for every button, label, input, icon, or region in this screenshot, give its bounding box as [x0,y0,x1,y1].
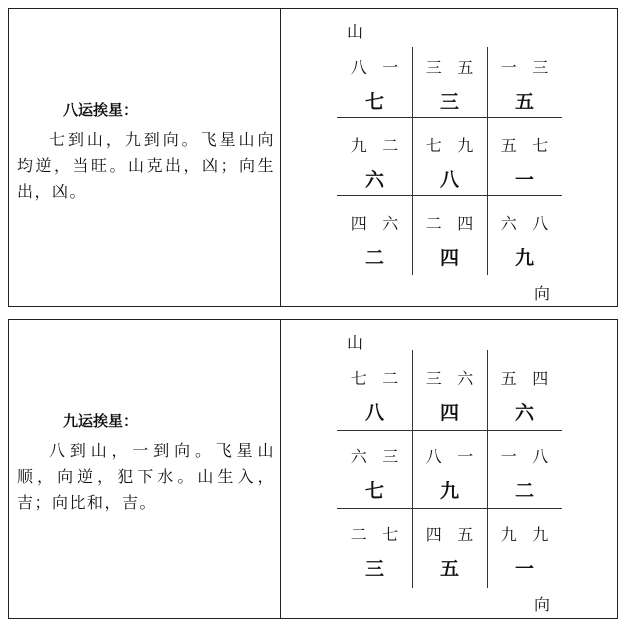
mountain-star: 七 [350,369,367,388]
grid-cell [337,125,412,201]
facing-label: 向 [534,595,551,614]
period-star: 八 [439,169,459,191]
period-star: 四 [439,247,459,269]
period-star: 一 [514,558,534,580]
facing-star: 六 [382,214,399,233]
facing-star: 三 [382,447,399,466]
facing-star: 七 [382,525,399,544]
grid-cell [487,47,562,123]
mountain-star: 五 [500,136,517,155]
mountain-star: 四 [350,214,367,233]
grid-cell [487,436,562,512]
grid-cell [412,203,487,279]
grid-cell [412,125,487,201]
grid-cell [412,47,487,123]
grid-cell [337,358,412,434]
period-star: 七 [364,91,384,113]
mountain-label: 山 [347,333,364,352]
period-star: 七 [364,480,384,502]
facing-star: 九 [457,136,474,155]
mountain-star: 四 [425,525,442,544]
panel-description: 八到山，一到向。飞星山顺，向逆，犯下水。山生入，吉；向比和，吉。 [17,441,275,512]
period-star: 五 [439,558,459,580]
facing-star: 八 [532,447,549,466]
period-star: 四 [439,402,459,424]
facing-star: 七 [532,136,549,155]
grid-cell [487,203,562,279]
period-star: 五 [514,91,534,113]
chart-panel-eight [8,8,618,307]
panel-divider [280,9,281,306]
grid-cell [412,436,487,512]
grid-cell [337,436,412,512]
facing-star: 三 [532,58,549,77]
mountain-star: 六 [500,214,517,233]
panel-divider [280,320,281,618]
period-star: 三 [364,558,384,580]
mountain-star: 九 [500,525,517,544]
facing-star: 二 [382,369,399,388]
mountain-star: 二 [350,525,367,544]
mountain-star: 七 [425,136,442,155]
mountain-star: 五 [500,369,517,388]
panel-title: 八运挨星： [63,101,139,119]
mountain-star: 二 [425,214,442,233]
mountain-label: 山 [347,22,364,41]
mountain-star: 三 [425,58,442,77]
grid-cell [337,47,412,123]
facing-star: 六 [457,369,474,388]
grid-cell [412,514,487,590]
period-star: 九 [514,247,534,269]
facing-star: 九 [532,525,549,544]
period-star: 六 [364,169,384,191]
star-grid [337,47,562,275]
mountain-star: 三 [425,369,442,388]
mountain-star: 一 [500,447,517,466]
grid-cell [337,203,412,279]
star-grid [337,350,562,578]
grid-cell [337,514,412,590]
period-star: 二 [514,480,534,502]
panel-text [17,97,275,205]
period-star: 八 [364,402,384,424]
panel-description: 七到山，九到向。飞星山向均逆，当旺。山克出，凶；向生出，凶。 [17,130,275,201]
mountain-star: 九 [350,136,367,155]
mountain-star: 一 [500,58,517,77]
period-star: 九 [439,480,459,502]
chart-panel-nine [8,319,618,619]
facing-star: 五 [457,525,474,544]
facing-star: 八 [532,214,549,233]
facing-star: 一 [457,447,474,466]
mountain-star: 六 [350,447,367,466]
facing-star: 四 [532,369,549,388]
grid-cell [487,358,562,434]
facing-star: 五 [457,58,474,77]
facing-star: 一 [382,58,399,77]
grid-cell [487,514,562,590]
grid-cell [487,125,562,201]
period-star: 一 [514,169,534,191]
period-star: 二 [364,247,384,269]
facing-label: 向 [534,284,551,303]
facing-star: 二 [382,136,399,155]
panel-title: 九运挨星： [63,412,139,430]
facing-star: 四 [457,214,474,233]
period-star: 六 [514,402,534,424]
mountain-star: 八 [425,447,442,466]
mountain-star: 八 [350,58,367,77]
panel-text [17,408,275,516]
grid-cell [412,358,487,434]
period-star: 三 [439,91,459,113]
